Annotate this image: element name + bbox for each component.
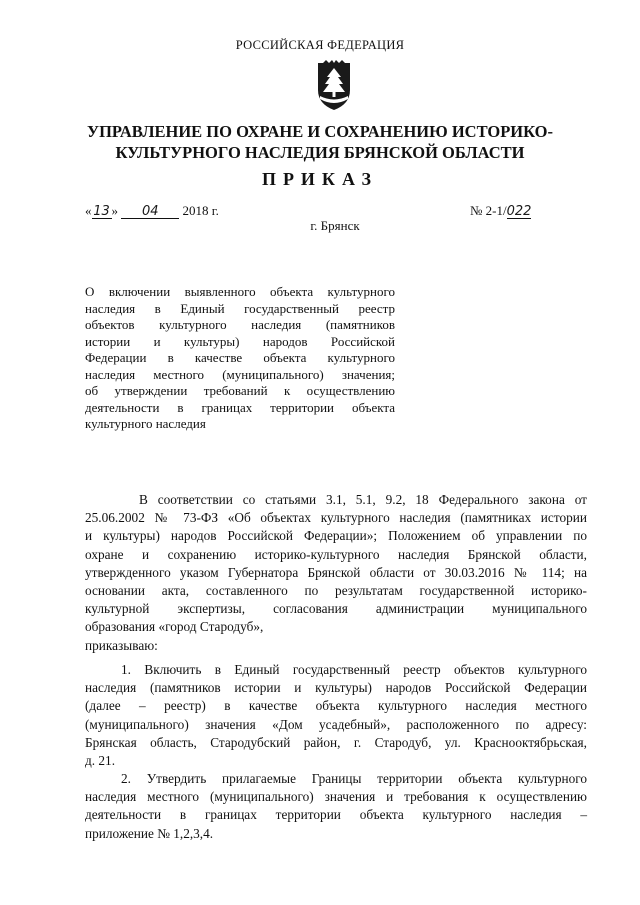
paragraph-line: 25.06.2002 № 73-ФЗ «Об объектах культурного наследия (памятниках истории — [85, 510, 587, 526]
paragraph-line: наследия местного (муниципального) значения и требования к осуществлению — [85, 789, 587, 805]
paragraph-line: охране и сохранению историко-культурного наследия Брянской области, — [85, 546, 587, 562]
paragraph-line: 1. Включить в Единый государственный реестр объектов культурного — [121, 662, 587, 677]
order-item-2 — [85, 770, 587, 843]
paragraph-line: наследия (памятников истории и культуры) народов Российской Федерации — [85, 680, 587, 696]
paragraph-line: Брянская область, Стародубский район, г. Стародуб, ул. Краснооктябрьская, — [85, 734, 587, 750]
date-month: 04 — [121, 205, 179, 219]
paragraph-line: В соответствии со статьями 3.1, 5.1, 9.2, 18 Федерального закона от — [139, 492, 587, 507]
subject-line: объектов культурного наследия (памятников — [85, 317, 395, 332]
paragraph-line: д. 21. — [85, 753, 116, 769]
paragraph-line: 2. Утвердить прилагаемые Границы территории объекта культурного — [121, 771, 587, 786]
quote-close: » — [111, 203, 118, 218]
paragraph-line: утвержденного указом Губернатора Брянской области от 30.03.2016 № 114; на — [85, 564, 587, 580]
number-suffix: 022 — [506, 204, 532, 219]
subject-line: наследия местного (муниципального) значения; — [85, 366, 395, 382]
city: г. Брянск — [310, 218, 360, 233]
subject-line: деятельности в границах территории объекта — [85, 399, 395, 415]
subject-line: Федерации в качестве объекта культурного — [85, 350, 395, 365]
organization-name — [0, 121, 640, 163]
subject-line: О включении выявленного объекта культурного — [85, 284, 395, 299]
org-line-1: УПРАВЛЕНИЕ ПО ОХРАНЕ И СОХРАНЕНИЮ ИСТОРИКО- — [86, 122, 553, 141]
preamble-paragraph — [85, 491, 587, 655]
date-year: 2018 г. — [182, 203, 219, 218]
order-date — [85, 203, 219, 219]
paragraph-line: (далее – реестр) в качестве объекта культурного наследия местного — [85, 698, 587, 714]
country-heading: РОССИЙСКАЯ ФЕДЕРАЦИЯ — [235, 38, 405, 52]
order-subject — [85, 284, 395, 433]
paragraph-line: и культуры) народов Российской Федерации»; Положением об управлении по — [85, 528, 587, 544]
paragraph-line: образования «город Стародуб», — [85, 619, 264, 635]
document-title: ПРИКАЗ — [261, 169, 379, 189]
org-line-2: КУЛЬТУРНОГО НАСЛЕДИЯ БРЯНСКОЙ ОБЛАСТИ — [115, 143, 525, 162]
order-directive: приказываю: — [85, 637, 158, 653]
paragraph-line: культурной экспертизы, согласования администрации муниципального — [85, 601, 587, 617]
subject-line: об утверждении требований к осуществлению — [85, 383, 395, 398]
date-day: 13 — [93, 204, 110, 219]
paragraph-line: основании акта, составленного по результатам государственной историко- — [85, 583, 587, 599]
order-item-1 — [85, 661, 587, 770]
quote-open: « — [85, 203, 92, 218]
subject-line: истории и культуры) народов Российской — [85, 333, 395, 349]
subject-line: наследия в Единый государственный реестр — [85, 300, 395, 316]
paragraph-line: деятельности в границах территории объекта культурного наследия – — [85, 807, 587, 823]
number-prefix: № 2-1/ — [470, 203, 507, 218]
bryansk-coat-of-arms-icon — [314, 60, 354, 112]
paragraph-line: приложение № 1,2,3,4. — [85, 825, 214, 841]
paragraph-line: (муниципального) значения «Дом усадебный», расположенного по адресу: — [85, 716, 587, 732]
order-number — [470, 203, 531, 219]
subject-line: культурного наследия — [85, 416, 206, 431]
